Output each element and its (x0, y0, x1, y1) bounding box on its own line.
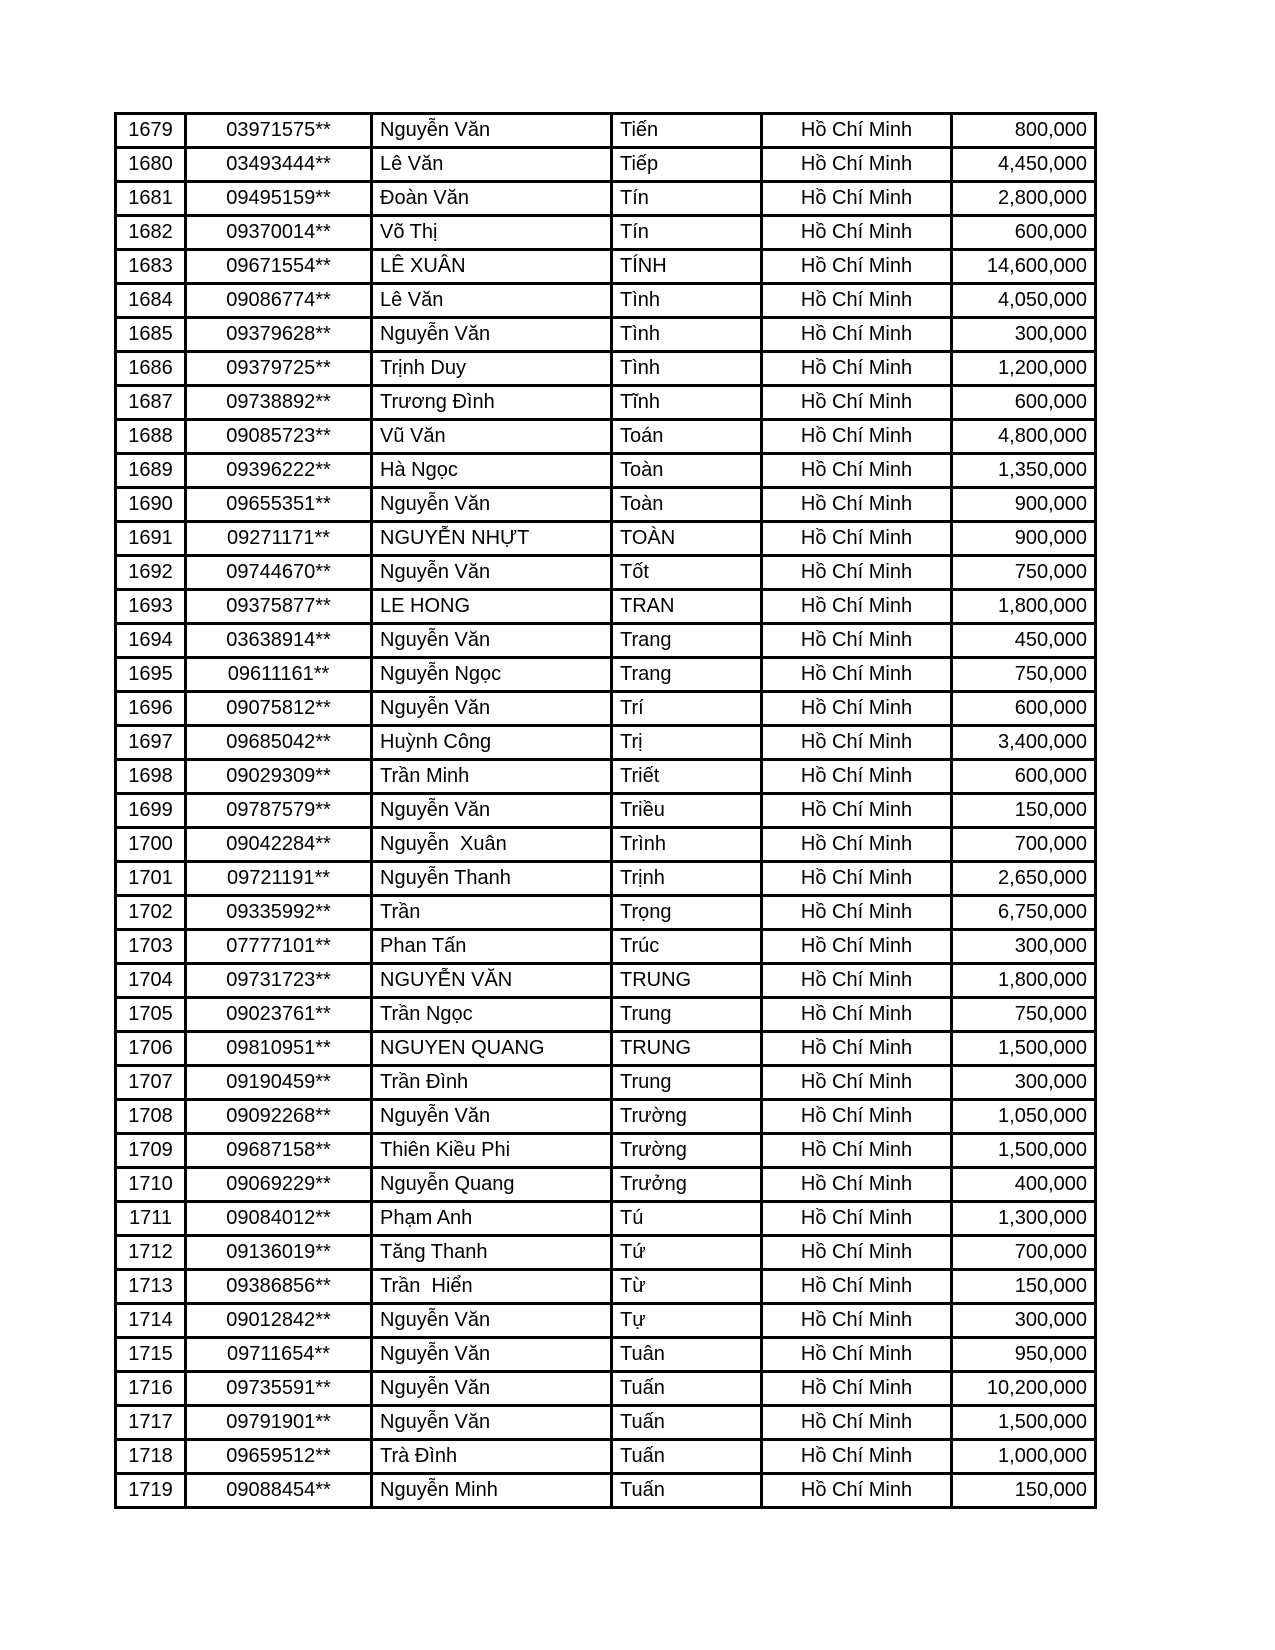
cell-family-name: Nguyễn Văn (372, 1372, 612, 1406)
cell-phone: 07777101** (186, 930, 372, 964)
cell-amount: 750,000 (952, 556, 1096, 590)
cell-phone: 09787579** (186, 794, 372, 828)
table-row (116, 420, 1096, 454)
cell-index: 1701 (116, 862, 186, 896)
cell-amount: 1,500,000 (952, 1406, 1096, 1440)
cell-index: 1702 (116, 896, 186, 930)
cell-phone: 09711654** (186, 1338, 372, 1372)
cell-amount: 700,000 (952, 1236, 1096, 1270)
cell-city: Hồ Chí Minh (762, 862, 952, 896)
cell-city: Hồ Chí Minh (762, 1202, 952, 1236)
cell-family-name: Đoàn Văn (372, 182, 612, 216)
cell-given-name: Trang (612, 624, 762, 658)
cell-given-name: Trưởng (612, 1168, 762, 1202)
cell-family-name: Trần Ngọc (372, 998, 612, 1032)
cell-index: 1719 (116, 1474, 186, 1508)
cell-amount: 300,000 (952, 1304, 1096, 1338)
cell-amount: 4,800,000 (952, 420, 1096, 454)
cell-given-name: Tình (612, 318, 762, 352)
cell-phone: 09611161** (186, 658, 372, 692)
cell-given-name: Tuấn (612, 1440, 762, 1474)
cell-city: Hồ Chí Minh (762, 1304, 952, 1338)
cell-city: Hồ Chí Minh (762, 352, 952, 386)
cell-family-name: LÊ XUÂN (372, 250, 612, 284)
cell-amount: 400,000 (952, 1168, 1096, 1202)
cell-city: Hồ Chí Minh (762, 658, 952, 692)
cell-amount: 600,000 (952, 692, 1096, 726)
cell-amount: 900,000 (952, 488, 1096, 522)
cell-index: 1695 (116, 658, 186, 692)
cell-index: 1690 (116, 488, 186, 522)
cell-family-name: Nguyễn Minh (372, 1474, 612, 1508)
cell-amount: 800,000 (952, 114, 1096, 148)
cell-city: Hồ Chí Minh (762, 1134, 952, 1168)
table-row (116, 216, 1096, 250)
cell-given-name: Trường (612, 1134, 762, 1168)
cell-given-name: Trình (612, 828, 762, 862)
cell-phone: 09190459** (186, 1066, 372, 1100)
cell-phone: 09738892** (186, 386, 372, 420)
cell-index: 1680 (116, 148, 186, 182)
cell-index: 1697 (116, 726, 186, 760)
cell-amount: 1,000,000 (952, 1440, 1096, 1474)
table-row (116, 828, 1096, 862)
cell-phone: 09655351** (186, 488, 372, 522)
cell-family-name: Nguyễn Văn (372, 556, 612, 590)
table-row (116, 1100, 1096, 1134)
table-row (116, 964, 1096, 998)
cell-city: Hồ Chí Minh (762, 488, 952, 522)
cell-given-name: Tín (612, 216, 762, 250)
cell-city: Hồ Chí Minh (762, 1100, 952, 1134)
cell-index: 1716 (116, 1372, 186, 1406)
cell-index: 1681 (116, 182, 186, 216)
cell-given-name: Tín (612, 182, 762, 216)
cell-given-name: Tình (612, 352, 762, 386)
cell-phone: 09735591** (186, 1372, 372, 1406)
cell-index: 1688 (116, 420, 186, 454)
cell-phone: 03493444** (186, 148, 372, 182)
cell-amount: 600,000 (952, 760, 1096, 794)
cell-given-name: Tiếp (612, 148, 762, 182)
table-row (116, 454, 1096, 488)
table-row (116, 930, 1096, 964)
cell-index: 1698 (116, 760, 186, 794)
cell-amount: 4,450,000 (952, 148, 1096, 182)
cell-amount: 1,200,000 (952, 352, 1096, 386)
cell-city: Hồ Chí Minh (762, 590, 952, 624)
cell-family-name: Nguyễn Thanh (372, 862, 612, 896)
cell-phone: 09042284** (186, 828, 372, 862)
cell-family-name: Vũ Văn (372, 420, 612, 454)
cell-phone: 09659512** (186, 1440, 372, 1474)
cell-city: Hồ Chí Minh (762, 1406, 952, 1440)
table-row (116, 1440, 1096, 1474)
cell-city: Hồ Chí Minh (762, 692, 952, 726)
table-row (116, 182, 1096, 216)
cell-family-name: Phạm Anh (372, 1202, 612, 1236)
cell-given-name: Toàn (612, 488, 762, 522)
cell-given-name: Trung (612, 1066, 762, 1100)
table-row (116, 998, 1096, 1032)
cell-city: Hồ Chí Minh (762, 1338, 952, 1372)
table-row (116, 1236, 1096, 1270)
table-row (116, 862, 1096, 896)
cell-family-name: Nguyễn Văn (372, 1338, 612, 1372)
table-row (116, 1168, 1096, 1202)
cell-given-name: Trung (612, 998, 762, 1032)
table-row (116, 352, 1096, 386)
cell-index: 1708 (116, 1100, 186, 1134)
cell-amount: 900,000 (952, 522, 1096, 556)
cell-city: Hồ Chí Minh (762, 1474, 952, 1508)
table-row (116, 658, 1096, 692)
cell-given-name: Triết (612, 760, 762, 794)
table-row (116, 114, 1096, 148)
cell-given-name: Tuấn (612, 1372, 762, 1406)
table-row (116, 590, 1096, 624)
cell-city: Hồ Chí Minh (762, 386, 952, 420)
cell-city: Hồ Chí Minh (762, 420, 952, 454)
cell-amount: 1,800,000 (952, 964, 1096, 998)
cell-index: 1699 (116, 794, 186, 828)
cell-index: 1686 (116, 352, 186, 386)
cell-index: 1714 (116, 1304, 186, 1338)
cell-amount: 2,650,000 (952, 862, 1096, 896)
cell-city: Hồ Chí Minh (762, 1032, 952, 1066)
cell-phone: 09023761** (186, 998, 372, 1032)
cell-index: 1711 (116, 1202, 186, 1236)
table-row (116, 250, 1096, 284)
cell-family-name: Trương Đình (372, 386, 612, 420)
cell-family-name: Trà Đình (372, 1440, 612, 1474)
cell-family-name: Nguyễn Văn (372, 692, 612, 726)
cell-phone: 09744670** (186, 556, 372, 590)
table-row (116, 284, 1096, 318)
table-row (116, 1134, 1096, 1168)
cell-given-name: Tứ (612, 1236, 762, 1270)
cell-index: 1717 (116, 1406, 186, 1440)
cell-family-name: Nguyễn Văn (372, 1406, 612, 1440)
cell-phone: 09495159** (186, 182, 372, 216)
cell-family-name: Lê Văn (372, 148, 612, 182)
cell-given-name: Tự (612, 1304, 762, 1338)
cell-phone: 09379628** (186, 318, 372, 352)
cell-amount: 600,000 (952, 216, 1096, 250)
cell-family-name: Võ Thị (372, 216, 612, 250)
cell-phone: 09687158** (186, 1134, 372, 1168)
cell-index: 1704 (116, 964, 186, 998)
cell-family-name: Nguyễn Ngọc (372, 658, 612, 692)
cell-phone: 09086774** (186, 284, 372, 318)
cell-family-name: Thiên Kiều Phi (372, 1134, 612, 1168)
cell-amount: 600,000 (952, 386, 1096, 420)
cell-amount: 2,800,000 (952, 182, 1096, 216)
table-row (116, 624, 1096, 658)
cell-phone: 09671554** (186, 250, 372, 284)
cell-given-name: Trọng (612, 896, 762, 930)
cell-amount: 150,000 (952, 794, 1096, 828)
cell-amount: 3,400,000 (952, 726, 1096, 760)
cell-given-name: TOÀN (612, 522, 762, 556)
cell-family-name: NGUYỄN VĂN (372, 964, 612, 998)
cell-phone: 09092268** (186, 1100, 372, 1134)
cell-family-name: Trần Hiển (372, 1270, 612, 1304)
cell-phone: 09069229** (186, 1168, 372, 1202)
cell-given-name: Tốt (612, 556, 762, 590)
cell-city: Hồ Chí Minh (762, 624, 952, 658)
cell-family-name: Trần Đình (372, 1066, 612, 1100)
cell-phone: 09088454** (186, 1474, 372, 1508)
cell-amount: 450,000 (952, 624, 1096, 658)
cell-city: Hồ Chí Minh (762, 1440, 952, 1474)
cell-given-name: Toàn (612, 454, 762, 488)
cell-index: 1696 (116, 692, 186, 726)
table-row (116, 488, 1096, 522)
cell-family-name: Nguyễn Văn (372, 1304, 612, 1338)
cell-phone: 09012842** (186, 1304, 372, 1338)
table-row (116, 1066, 1096, 1100)
table-row (116, 896, 1096, 930)
cell-given-name: Tiến (612, 114, 762, 148)
table-row (116, 1270, 1096, 1304)
cell-amount: 14,600,000 (952, 250, 1096, 284)
cell-amount: 300,000 (952, 930, 1096, 964)
table-row (116, 1474, 1096, 1508)
cell-index: 1707 (116, 1066, 186, 1100)
cell-amount: 6,750,000 (952, 896, 1096, 930)
cell-phone: 09084012** (186, 1202, 372, 1236)
cell-given-name: Trị (612, 726, 762, 760)
cell-family-name: NGUYEN QUANG (372, 1032, 612, 1066)
cell-amount: 10,200,000 (952, 1372, 1096, 1406)
cell-phone: 09271171** (186, 522, 372, 556)
cell-phone: 09075812** (186, 692, 372, 726)
cell-index: 1684 (116, 284, 186, 318)
cell-index: 1679 (116, 114, 186, 148)
cell-amount: 1,500,000 (952, 1032, 1096, 1066)
cell-amount: 1,050,000 (952, 1100, 1096, 1134)
cell-index: 1703 (116, 930, 186, 964)
cell-city: Hồ Chí Minh (762, 896, 952, 930)
table-row (116, 148, 1096, 182)
cell-given-name: TRAN (612, 590, 762, 624)
cell-phone: 09721191** (186, 862, 372, 896)
cell-city: Hồ Chí Minh (762, 998, 952, 1032)
cell-city: Hồ Chí Minh (762, 454, 952, 488)
cell-given-name: Tuấn (612, 1406, 762, 1440)
cell-phone: 09379725** (186, 352, 372, 386)
cell-city: Hồ Chí Minh (762, 250, 952, 284)
cell-amount: 1,500,000 (952, 1134, 1096, 1168)
cell-given-name: TRUNG (612, 964, 762, 998)
cell-phone: 09791901** (186, 1406, 372, 1440)
cell-index: 1693 (116, 590, 186, 624)
cell-given-name: Tĩnh (612, 386, 762, 420)
table-row (116, 692, 1096, 726)
table-row (116, 1406, 1096, 1440)
donor-table (114, 112, 1097, 1509)
table-row (116, 794, 1096, 828)
cell-phone: 09731723** (186, 964, 372, 998)
table-row (116, 556, 1096, 590)
table-row (116, 386, 1096, 420)
cell-city: Hồ Chí Minh (762, 828, 952, 862)
cell-phone: 09685042** (186, 726, 372, 760)
cell-family-name: Nguyễn Văn (372, 318, 612, 352)
cell-phone: 03638914** (186, 624, 372, 658)
cell-family-name: Nguyễn Văn (372, 488, 612, 522)
cell-family-name: Phan Tấn (372, 930, 612, 964)
cell-city: Hồ Chí Minh (762, 1270, 952, 1304)
cell-given-name: Tình (612, 284, 762, 318)
cell-phone: 09136019** (186, 1236, 372, 1270)
table-row (116, 1372, 1096, 1406)
table-row (116, 1032, 1096, 1066)
cell-given-name: TRUNG (612, 1032, 762, 1066)
cell-index: 1691 (116, 522, 186, 556)
cell-amount: 300,000 (952, 1066, 1096, 1100)
cell-family-name: Lê Văn (372, 284, 612, 318)
cell-given-name: Triều (612, 794, 762, 828)
cell-given-name: Từ (612, 1270, 762, 1304)
cell-family-name: Nguyễn Văn (372, 794, 612, 828)
cell-family-name: LE HONG (372, 590, 612, 624)
cell-phone: 09085723** (186, 420, 372, 454)
cell-city: Hồ Chí Minh (762, 760, 952, 794)
cell-phone: 09375877** (186, 590, 372, 624)
cell-family-name: Nguyễn Văn (372, 114, 612, 148)
cell-phone: 03971575** (186, 114, 372, 148)
cell-family-name: Nguyễn Xuân (372, 828, 612, 862)
cell-city: Hồ Chí Minh (762, 556, 952, 590)
cell-family-name: Nguyễn Quang (372, 1168, 612, 1202)
cell-city: Hồ Chí Minh (762, 182, 952, 216)
cell-amount: 750,000 (952, 998, 1096, 1032)
cell-index: 1705 (116, 998, 186, 1032)
cell-family-name: Nguyễn Văn (372, 624, 612, 658)
cell-city: Hồ Chí Minh (762, 318, 952, 352)
cell-city: Hồ Chí Minh (762, 522, 952, 556)
cell-index: 1682 (116, 216, 186, 250)
cell-given-name: Tuân (612, 1338, 762, 1372)
cell-given-name: TÍNH (612, 250, 762, 284)
donor-table-body (116, 114, 1096, 1508)
cell-amount: 300,000 (952, 318, 1096, 352)
table-row (116, 726, 1096, 760)
cell-index: 1713 (116, 1270, 186, 1304)
cell-index: 1710 (116, 1168, 186, 1202)
cell-index: 1700 (116, 828, 186, 862)
cell-family-name: Tăng Thanh (372, 1236, 612, 1270)
cell-city: Hồ Chí Minh (762, 1168, 952, 1202)
cell-family-name: Trần Minh (372, 760, 612, 794)
cell-given-name: Tuấn (612, 1474, 762, 1508)
cell-index: 1718 (116, 1440, 186, 1474)
cell-city: Hồ Chí Minh (762, 1236, 952, 1270)
cell-family-name: NGUYỄN NHỰT (372, 522, 612, 556)
cell-index: 1689 (116, 454, 186, 488)
cell-amount: 950,000 (952, 1338, 1096, 1372)
cell-amount: 700,000 (952, 828, 1096, 862)
cell-amount: 750,000 (952, 658, 1096, 692)
cell-phone: 09386856** (186, 1270, 372, 1304)
cell-phone: 09029309** (186, 760, 372, 794)
cell-family-name: Trịnh Duy (372, 352, 612, 386)
cell-amount: 1,300,000 (952, 1202, 1096, 1236)
cell-given-name: Trí (612, 692, 762, 726)
cell-amount: 150,000 (952, 1270, 1096, 1304)
table-row (116, 1202, 1096, 1236)
cell-index: 1712 (116, 1236, 186, 1270)
table-row (116, 318, 1096, 352)
cell-given-name: Tú (612, 1202, 762, 1236)
cell-index: 1692 (116, 556, 186, 590)
cell-city: Hồ Chí Minh (762, 114, 952, 148)
cell-index: 1706 (116, 1032, 186, 1066)
cell-index: 1715 (116, 1338, 186, 1372)
cell-phone: 09335992** (186, 896, 372, 930)
cell-amount: 4,050,000 (952, 284, 1096, 318)
table-row (116, 1304, 1096, 1338)
cell-city: Hồ Chí Minh (762, 148, 952, 182)
cell-given-name: Trang (612, 658, 762, 692)
cell-family-name: Huỳnh Công (372, 726, 612, 760)
cell-city: Hồ Chí Minh (762, 930, 952, 964)
cell-city: Hồ Chí Minh (762, 1066, 952, 1100)
cell-phone: 09396222** (186, 454, 372, 488)
table-row (116, 522, 1096, 556)
cell-city: Hồ Chí Minh (762, 1372, 952, 1406)
cell-phone: 09370014** (186, 216, 372, 250)
cell-index: 1687 (116, 386, 186, 420)
cell-index: 1709 (116, 1134, 186, 1168)
cell-family-name: Trần (372, 896, 612, 930)
cell-amount: 1,350,000 (952, 454, 1096, 488)
cell-given-name: Trúc (612, 930, 762, 964)
table-row (116, 1338, 1096, 1372)
cell-city: Hồ Chí Minh (762, 964, 952, 998)
cell-given-name: Trịnh (612, 862, 762, 896)
cell-amount: 150,000 (952, 1474, 1096, 1508)
cell-city: Hồ Chí Minh (762, 216, 952, 250)
cell-index: 1694 (116, 624, 186, 658)
cell-city: Hồ Chí Minh (762, 726, 952, 760)
table-row (116, 760, 1096, 794)
cell-amount: 1,800,000 (952, 590, 1096, 624)
cell-phone: 09810951** (186, 1032, 372, 1066)
cell-given-name: Toán (612, 420, 762, 454)
cell-city: Hồ Chí Minh (762, 794, 952, 828)
cell-given-name: Trường (612, 1100, 762, 1134)
cell-index: 1685 (116, 318, 186, 352)
cell-family-name: Hà Ngọc (372, 454, 612, 488)
cell-family-name: Nguyễn Văn (372, 1100, 612, 1134)
cell-city: Hồ Chí Minh (762, 284, 952, 318)
cell-index: 1683 (116, 250, 186, 284)
